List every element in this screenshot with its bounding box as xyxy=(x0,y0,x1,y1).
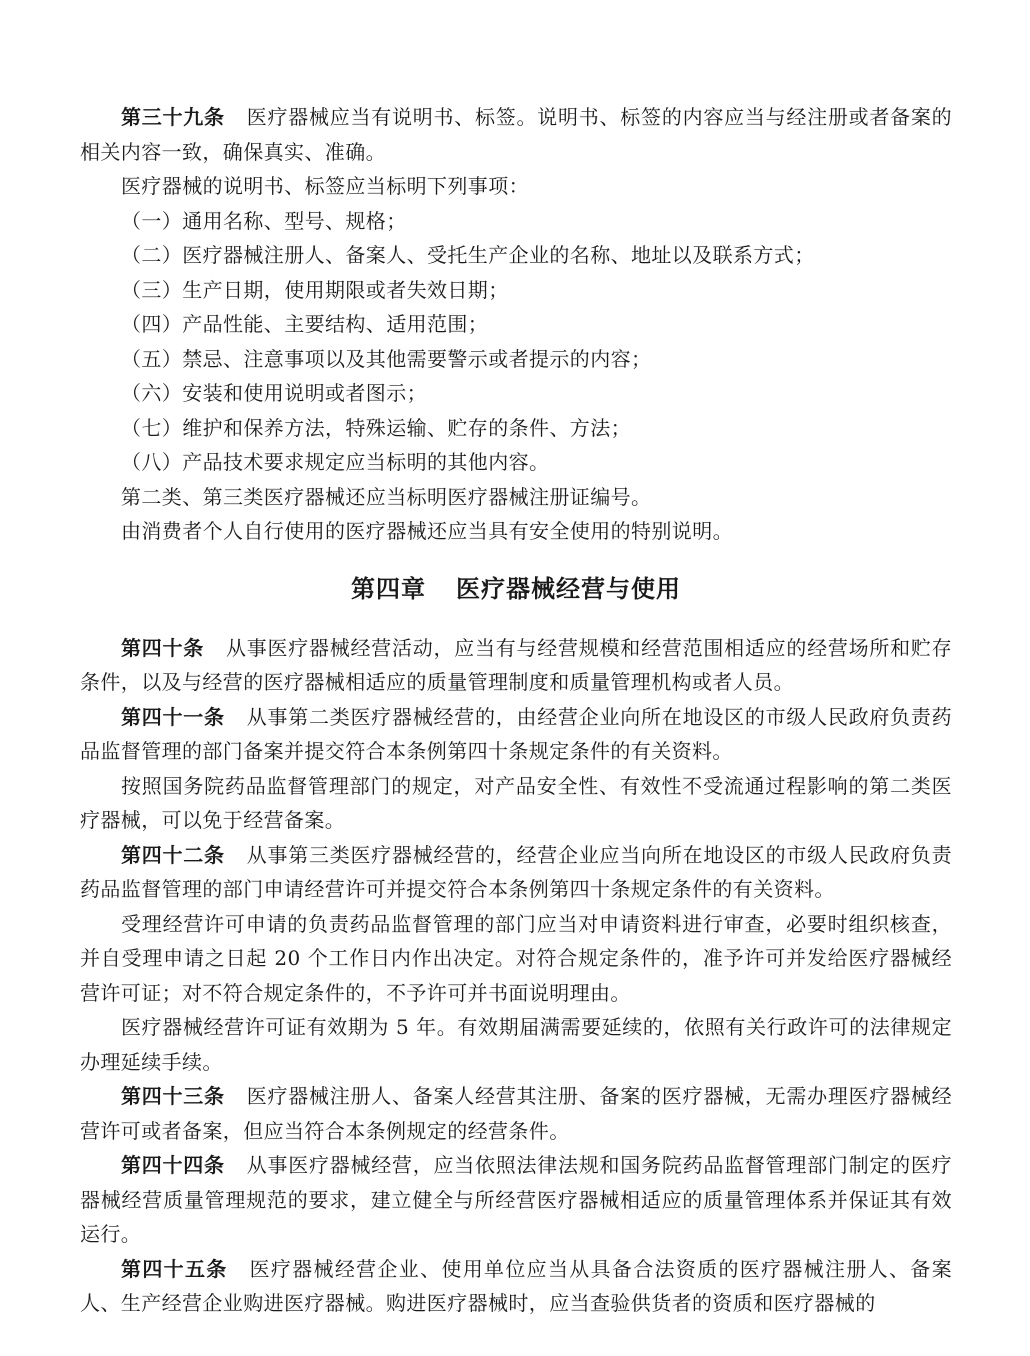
article-41 xyxy=(80,700,952,769)
article-39-extra-2: 由消费者个人自行使用的医疗器械还应当具有安全使用的特别说明。 xyxy=(121,519,733,543)
article-44 xyxy=(80,1148,952,1252)
list-item-5: （五）禁忌、注意事项以及其他需要警示或者提示的内容； xyxy=(121,346,652,371)
article-39-extra-1: 第二类、第三类医疗器械还应当标明医疗器械注册证编号。 xyxy=(121,484,652,509)
article-label: 第四十条 xyxy=(121,635,205,660)
list-item-7: （七）维护和保养方法，特殊运输、贮存的条件、方法； xyxy=(121,415,631,440)
chapter-number: 第四章 xyxy=(351,574,426,603)
list-item-6: （六）安装和使用说明或者图示； xyxy=(121,381,427,405)
article-42-paragraph-3: 医疗器械经营许可证有效期为 5 年。有效期届满需要延续的，依照有关行政许可的法律规定办理延续手续。 xyxy=(80,1015,952,1074)
article-text: 从事第三类医疗器械经营的，经营企业应当向所在地设区的市级人民政府负责药品监督管理的部门申请经营许可并提交符合本条例第四十条规定条件的有关资料。 xyxy=(80,842,952,901)
article-text: 医疗器械经营企业、使用单位应当从具备合法资质的医疗器械注册人、备案人、生产经营企业购进医疗器械。购进医疗器械时，应当查验供货者的资质和医疗器械的 xyxy=(80,1256,953,1315)
article-42-paragraph-2: 受理经营许可申请的负责药品监督管理的部门应当对申请资料进行审查，必要时组织核查，并自受理申请之日起 20 个工作日内作出决定。对符合规定条件的，准予许可并发给医疗器械经营许可证；对不符合规定条件的，不予许可并书面说明理由。 xyxy=(80,911,952,1005)
article-39 xyxy=(80,100,952,169)
article-label: 第四十三条 xyxy=(121,1084,225,1108)
article-39-intro: 医疗器械的说明书、标签应当标明下列事项： xyxy=(121,174,529,198)
list-item-1: （一）通用名称、型号、规格； xyxy=(121,208,407,233)
list-item-3: （三）生产日期，使用期限或者失效日期； xyxy=(121,277,509,302)
article-label: 第四十五条 xyxy=(121,1256,228,1281)
article-42 xyxy=(80,838,952,907)
article-45 xyxy=(80,1252,952,1321)
document-body xyxy=(80,100,952,1321)
article-text: 从事医疗器械经营活动，应当有与经营规模和经营范围相适应的经营场所和贮存条件，以及与经营的医疗器械相适应的质量管理制度和质量管理机构或者人员。 xyxy=(80,635,952,694)
chapter-heading xyxy=(80,569,952,609)
list-item-8: （八）产品技术要求规定应当标明的其他内容。 xyxy=(121,450,550,474)
article-label: 第四十二条 xyxy=(121,842,225,867)
article-text: 医疗器械应当有说明书、标签。说明书、标签的内容应当与经注册或者备案的相关内容一致，确保真实、准确。 xyxy=(80,105,952,164)
article-43 xyxy=(80,1079,952,1148)
article-text: 医疗器械注册人、备案人经营其注册、备案的医疗器械，无需办理医疗器械经营许可或者备案，但应当符合本条例规定的经营条件。 xyxy=(80,1084,952,1143)
list-item-4: （四）产品性能、主要结构、适用范围； xyxy=(121,312,489,336)
article-label: 第三十九条 xyxy=(121,105,225,129)
article-text: 从事第二类医疗器械经营的，由经营企业向所在地设区的市级人民政府负责药品监督管理的部门备案并提交符合本条例第四十条规定条件的有关资料。 xyxy=(80,704,952,763)
article-41-paragraph-2: 按照国务院药品监督管理部门的规定，对产品安全性、有效性不受流通过程影响的第二类医疗器械，可以免于经营备案。 xyxy=(80,773,952,832)
chapter-title: 医疗器械经营与使用 xyxy=(456,574,681,603)
article-label: 第四十一条 xyxy=(121,704,225,729)
article-text: 从事医疗器械经营，应当依照法律法规和国务院药品监督管理部门制定的医疗器械经营质量管理规范的要求，建立健全与所经营医疗器械相适应的质量管理体系并保证其有效运行。 xyxy=(80,1153,952,1246)
article-label: 第四十四条 xyxy=(121,1153,225,1177)
article-40 xyxy=(80,631,952,700)
list-item-2: （二）医疗器械注册人、备案人、受托生产企业的名称、地址以及联系方式； xyxy=(121,243,815,267)
